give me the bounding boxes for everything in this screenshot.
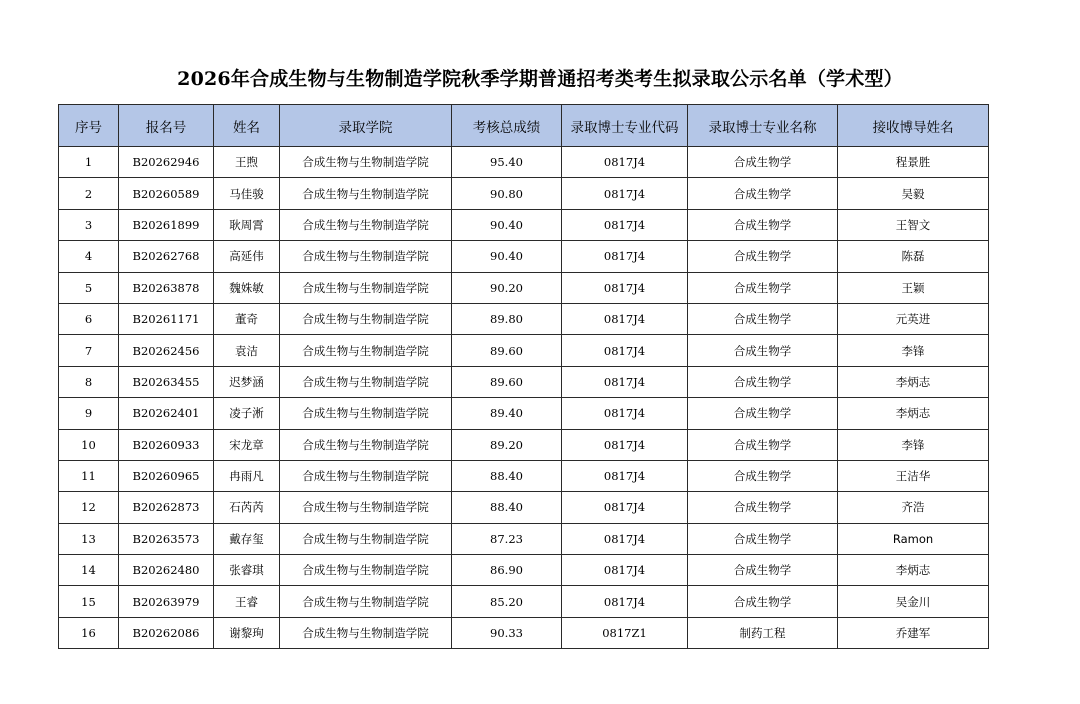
table-row	[59, 617, 989, 648]
cell-major-code: 0817J4	[562, 335, 688, 366]
cell-college: 合成生物与生物制造学院	[280, 366, 452, 397]
table-row	[59, 555, 989, 586]
cell-college: 合成生物与生物制造学院	[280, 398, 452, 429]
cell-major-code: 0817J4	[562, 586, 688, 617]
cell-name: 戴存玺	[214, 523, 280, 554]
header-cell-index: 序号	[59, 105, 119, 147]
table-header	[59, 105, 989, 147]
cell-index: 15	[59, 586, 119, 617]
cell-registration-no: B20262086	[119, 617, 214, 648]
cell-index: 7	[59, 335, 119, 366]
cell-supervisor: 王智文	[838, 209, 989, 240]
cell-supervisor: 吴金川	[838, 586, 989, 617]
cell-total-score: 89.40	[452, 398, 562, 429]
cell-index: 13	[59, 523, 119, 554]
table-row	[59, 523, 989, 554]
cell-name: 董奇	[214, 303, 280, 334]
cell-registration-no: B20260933	[119, 429, 214, 460]
cell-registration-no: B20260965	[119, 460, 214, 491]
cell-registration-no: B20263979	[119, 586, 214, 617]
cell-name: 凌子淅	[214, 398, 280, 429]
cell-name: 马佳骏	[214, 178, 280, 209]
cell-registration-no: B20263455	[119, 366, 214, 397]
cell-name: 耿周霄	[214, 209, 280, 240]
cell-name: 袁洁	[214, 335, 280, 366]
cell-name: 张睿琪	[214, 555, 280, 586]
cell-major-code: 0817J4	[562, 178, 688, 209]
header-cell-total-score: 考核总成绩	[452, 105, 562, 147]
cell-index: 10	[59, 429, 119, 460]
cell-supervisor: 李炳志	[838, 398, 989, 429]
cell-index: 2	[59, 178, 119, 209]
cell-name: 高延伟	[214, 241, 280, 272]
cell-total-score: 85.20	[452, 586, 562, 617]
cell-college: 合成生物与生物制造学院	[280, 460, 452, 491]
table-row	[59, 147, 989, 178]
cell-major-name: 合成生物学	[688, 586, 838, 617]
cell-name: 王睿	[214, 586, 280, 617]
cell-total-score: 89.80	[452, 303, 562, 334]
table-row	[59, 492, 989, 523]
table-row	[59, 303, 989, 334]
cell-major-code: 0817J4	[562, 429, 688, 460]
cell-registration-no: B20260589	[119, 178, 214, 209]
table-row	[59, 209, 989, 240]
cell-supervisor: 齐浩	[838, 492, 989, 523]
cell-college: 合成生物与生物制造学院	[280, 586, 452, 617]
cell-index: 6	[59, 303, 119, 334]
cell-college: 合成生物与生物制造学院	[280, 523, 452, 554]
cell-college: 合成生物与生物制造学院	[280, 335, 452, 366]
cell-major-code: 0817J4	[562, 241, 688, 272]
cell-total-score: 88.40	[452, 460, 562, 491]
cell-total-score: 88.40	[452, 492, 562, 523]
cell-total-score: 89.60	[452, 366, 562, 397]
cell-total-score: 95.40	[452, 147, 562, 178]
table-row	[59, 586, 989, 617]
table-row	[59, 178, 989, 209]
cell-total-score: 90.80	[452, 178, 562, 209]
cell-major-name: 制药工程	[688, 617, 838, 648]
cell-college: 合成生物与生物制造学院	[280, 241, 452, 272]
cell-total-score: 86.90	[452, 555, 562, 586]
cell-registration-no: B20263878	[119, 272, 214, 303]
cell-major-name: 合成生物学	[688, 555, 838, 586]
cell-supervisor: 陈磊	[838, 241, 989, 272]
header-cell-supervisor: 接收博导姓名	[838, 105, 989, 147]
cell-major-code: 0817J4	[562, 492, 688, 523]
cell-index: 16	[59, 617, 119, 648]
cell-total-score: 90.40	[452, 209, 562, 240]
cell-major-name: 合成生物学	[688, 147, 838, 178]
cell-supervisor: 程景胜	[838, 147, 989, 178]
header-cell-major-code: 录取博士专业代码	[562, 105, 688, 147]
cell-major-name: 合成生物学	[688, 241, 838, 272]
header-cell-college: 录取学院	[280, 105, 452, 147]
cell-index: 3	[59, 209, 119, 240]
cell-major-name: 合成生物学	[688, 460, 838, 491]
cell-supervisor: 乔建军	[838, 617, 989, 648]
cell-major-code: 0817J4	[562, 209, 688, 240]
cell-supervisor: 元英进	[838, 303, 989, 334]
cell-index: 9	[59, 398, 119, 429]
cell-supervisor: 李炳志	[838, 555, 989, 586]
cell-college: 合成生物与生物制造学院	[280, 178, 452, 209]
cell-major-code: 0817J4	[562, 366, 688, 397]
cell-total-score: 87.23	[452, 523, 562, 554]
document-title: 2026年合成生物与生物制造学院秋季学期普通招考类考生拟录取公示名单（学术型）	[177, 68, 903, 90]
cell-major-name: 合成生物学	[688, 492, 838, 523]
cell-index: 12	[59, 492, 119, 523]
cell-supervisor: Ramon	[838, 523, 989, 554]
table-row	[59, 366, 989, 397]
cell-total-score: 89.20	[452, 429, 562, 460]
cell-registration-no: B20263573	[119, 523, 214, 554]
cell-index: 8	[59, 366, 119, 397]
cell-index: 5	[59, 272, 119, 303]
cell-supervisor: 王洁华	[838, 460, 989, 491]
cell-total-score: 90.20	[452, 272, 562, 303]
cell-supervisor: 李锋	[838, 429, 989, 460]
cell-major-name: 合成生物学	[688, 429, 838, 460]
cell-major-code: 0817J4	[562, 398, 688, 429]
cell-college: 合成生物与生物制造学院	[280, 303, 452, 334]
cell-registration-no: B20262768	[119, 241, 214, 272]
cell-index: 4	[59, 241, 119, 272]
cell-major-code: 0817J4	[562, 303, 688, 334]
cell-major-code: 0817J4	[562, 147, 688, 178]
cell-major-name: 合成生物学	[688, 303, 838, 334]
cell-college: 合成生物与生物制造学院	[280, 617, 452, 648]
cell-name: 王煦	[214, 147, 280, 178]
cell-supervisor: 吴毅	[838, 178, 989, 209]
cell-major-name: 合成生物学	[688, 178, 838, 209]
cell-college: 合成生物与生物制造学院	[280, 555, 452, 586]
header-cell-major-name: 录取博士专业名称	[688, 105, 838, 147]
cell-name: 冉雨凡	[214, 460, 280, 491]
cell-name: 迟梦涵	[214, 366, 280, 397]
cell-name: 谢黎珣	[214, 617, 280, 648]
table-row	[59, 335, 989, 366]
table-row	[59, 398, 989, 429]
cell-name: 石芮芮	[214, 492, 280, 523]
header-cell-registration-no: 报名号	[119, 105, 214, 147]
cell-index: 14	[59, 555, 119, 586]
cell-total-score: 90.33	[452, 617, 562, 648]
cell-major-code: 0817J4	[562, 523, 688, 554]
cell-registration-no: B20262401	[119, 398, 214, 429]
cell-total-score: 89.60	[452, 335, 562, 366]
cell-major-name: 合成生物学	[688, 272, 838, 303]
cell-registration-no: B20262480	[119, 555, 214, 586]
cell-major-name: 合成生物学	[688, 398, 838, 429]
cell-college: 合成生物与生物制造学院	[280, 429, 452, 460]
cell-supervisor: 王颖	[838, 272, 989, 303]
header-row	[59, 105, 989, 147]
cell-total-score: 90.40	[452, 241, 562, 272]
cell-name: 魏姝敏	[214, 272, 280, 303]
cell-registration-no: B20261171	[119, 303, 214, 334]
cell-college: 合成生物与生物制造学院	[280, 492, 452, 523]
admission-list-table	[58, 104, 989, 649]
cell-index: 11	[59, 460, 119, 491]
header-cell-name: 姓名	[214, 105, 280, 147]
cell-college: 合成生物与生物制造学院	[280, 272, 452, 303]
cell-college: 合成生物与生物制造学院	[280, 147, 452, 178]
cell-supervisor: 李炳志	[838, 366, 989, 397]
cell-registration-no: B20261899	[119, 209, 214, 240]
cell-name: 宋龙章	[214, 429, 280, 460]
cell-major-code: 0817J4	[562, 555, 688, 586]
table-body	[59, 147, 989, 649]
cell-major-name: 合成生物学	[688, 523, 838, 554]
table-row	[59, 460, 989, 491]
table-row	[59, 429, 989, 460]
cell-registration-no: B20262873	[119, 492, 214, 523]
table-row	[59, 241, 989, 272]
cell-major-name: 合成生物学	[688, 366, 838, 397]
cell-major-name: 合成生物学	[688, 209, 838, 240]
cell-index: 1	[59, 147, 119, 178]
cell-major-code: 0817Z1	[562, 617, 688, 648]
cell-college: 合成生物与生物制造学院	[280, 209, 452, 240]
cell-major-code: 0817J4	[562, 272, 688, 303]
cell-major-code: 0817J4	[562, 460, 688, 491]
cell-registration-no: B20262946	[119, 147, 214, 178]
cell-supervisor: 李锋	[838, 335, 989, 366]
table-row	[59, 272, 989, 303]
cell-registration-no: B20262456	[119, 335, 214, 366]
cell-major-name: 合成生物学	[688, 335, 838, 366]
